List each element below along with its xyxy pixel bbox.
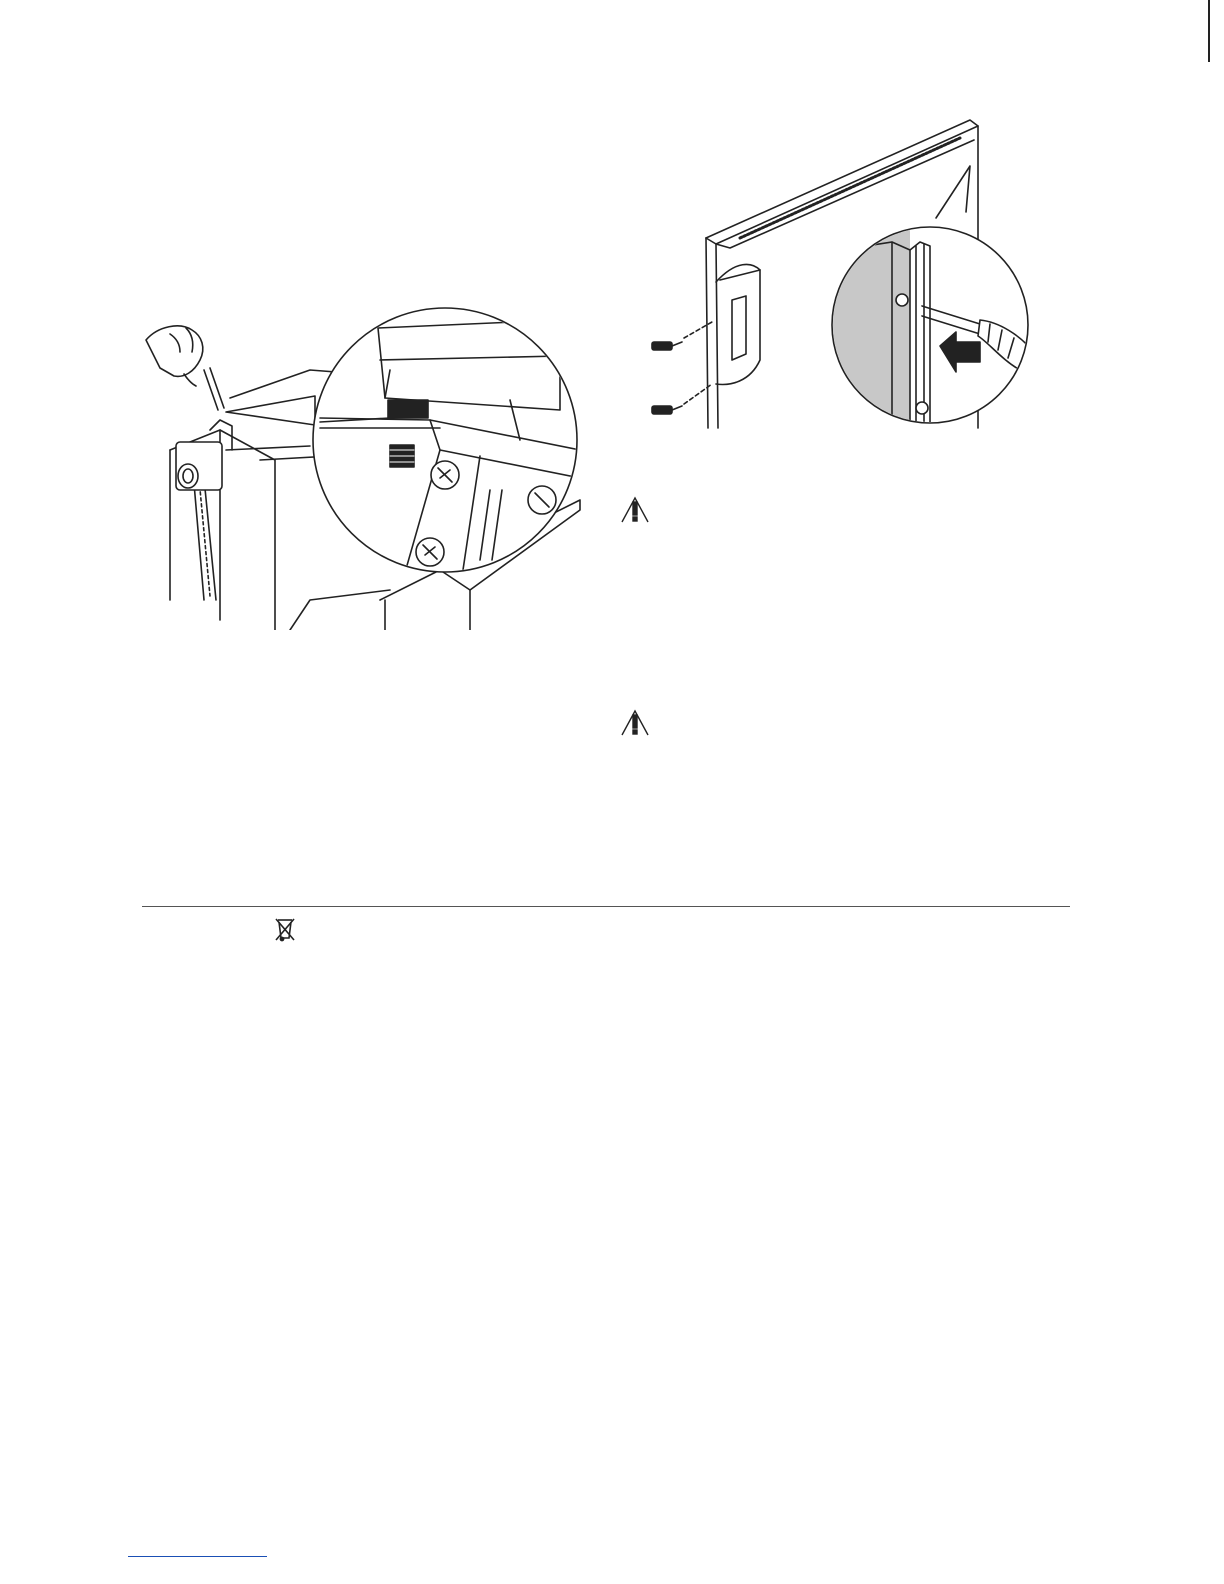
- crossed-out-wheelie-bin-icon: [272, 916, 298, 942]
- magnifier-circle: [313, 308, 577, 572]
- hand-shape: [146, 326, 203, 376]
- page-edge-line: [1208, 0, 1210, 62]
- screw-bottom: [652, 406, 682, 414]
- warning-triangle-icon: [618, 496, 652, 524]
- warning-triangle-icon: [618, 709, 652, 737]
- door-handle-illustration: [640, 110, 1040, 430]
- screw-top: [652, 342, 682, 350]
- footer-rule: [128, 1556, 267, 1557]
- adjustable-foot-illustration: [140, 300, 590, 630]
- section-divider: [142, 906, 1070, 907]
- door-outline: [706, 238, 708, 428]
- door-handle: [716, 264, 760, 384]
